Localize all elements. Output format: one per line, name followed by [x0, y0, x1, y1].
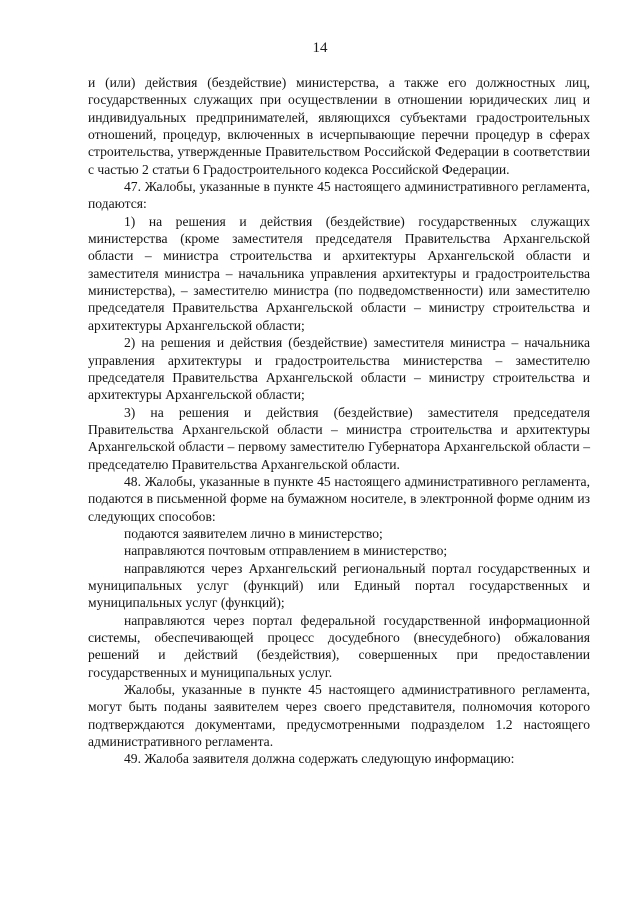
paragraph-continuation: и (или) действия (бездействие) министерства, а также его должностных лиц, государственных служащих при осуществлении в отношении юридических лиц и индивидуальных предпринимателей, являющихся субъектами градостроительных отношений, процедур, включенных в исчерпывающие перечни процедур в сферах строительства, утвержденные Правительством Российской Федерации в соответствии с частью 2 статьи 6 Градостроительного кодекса Российской Федерации.	[88, 75, 590, 177]
paragraph-48-method-2: направляются почтовым отправлением в министерство;	[124, 543, 448, 559]
paragraph-47-item-3: 3) на решения и действия (бездействие) заместителя председателя Правительства Архангельской области – министра строительства и архитектуры Архангельской области – первому заместителю Губернатора Архангельской области – председателю Правительства Архангельской области.	[88, 404, 590, 472]
paragraph-47-item-1: 1) на решения и действия (бездействие) государственных служащих министерства (кроме заместителя председателя Правительства Архангельской области – министра строительства и архитектуры Архангельской области и заместителя министра – начальника управления архитектуры и градостроительства министерства), – заместителю министра (по подведомственности) или заместителю председателя Правительства Архангельской области – министру строительства и архитектуры Архангельской области;	[88, 213, 590, 333]
paragraph-48-method-1: подаются заявителем лично в министерство;	[124, 525, 383, 541]
paragraph-47-item-2: 2) на решения и действия (бездействие) заместителя министра – начальника управления архитектуры и градостроительства министерства – заместителю председателя Правительства Архангельской области – министру строительства и архитектуры Архангельской области;	[88, 335, 590, 403]
paragraph-representative: Жалобы, указанные в пункте 45 настоящего административного регламента, могут быть поданы заявителем через своего представителя, полномочия которого подтверждаются документами, предусмотренными подразделом 1.2 настоящего административного регламента.	[88, 682, 590, 750]
paragraph-48-method-3: направляются через Архангельский региональный портал государственных и муниципальных услуг (функций) или Единый портал государственных и муниципальных услуг (функций);	[88, 560, 590, 611]
page-number: 14	[312, 40, 328, 56]
paragraph-47: 47. Жалобы, указанные в пункте 45 настоящего административного регламента, подаются:	[88, 179, 590, 212]
paragraph-48-method-4: направляются через портал федеральной государственной информационной системы, обеспечивающей процесс досудебного (внесудебного) обжалования решений и действий (бездействия), совершенных при предоставлении государственных и муниципальных услуг.	[88, 612, 590, 680]
document-body	[88, 74, 590, 768]
paragraph-49: 49. Жалоба заявителя должна содержать следующую информацию:	[124, 751, 515, 767]
paragraph-48: 48. Жалобы, указанные в пункте 45 настоящего административного регламента, подаются в письменной форме на бумажном носителе, в электронной форме одним из следующих способов:	[88, 473, 590, 524]
